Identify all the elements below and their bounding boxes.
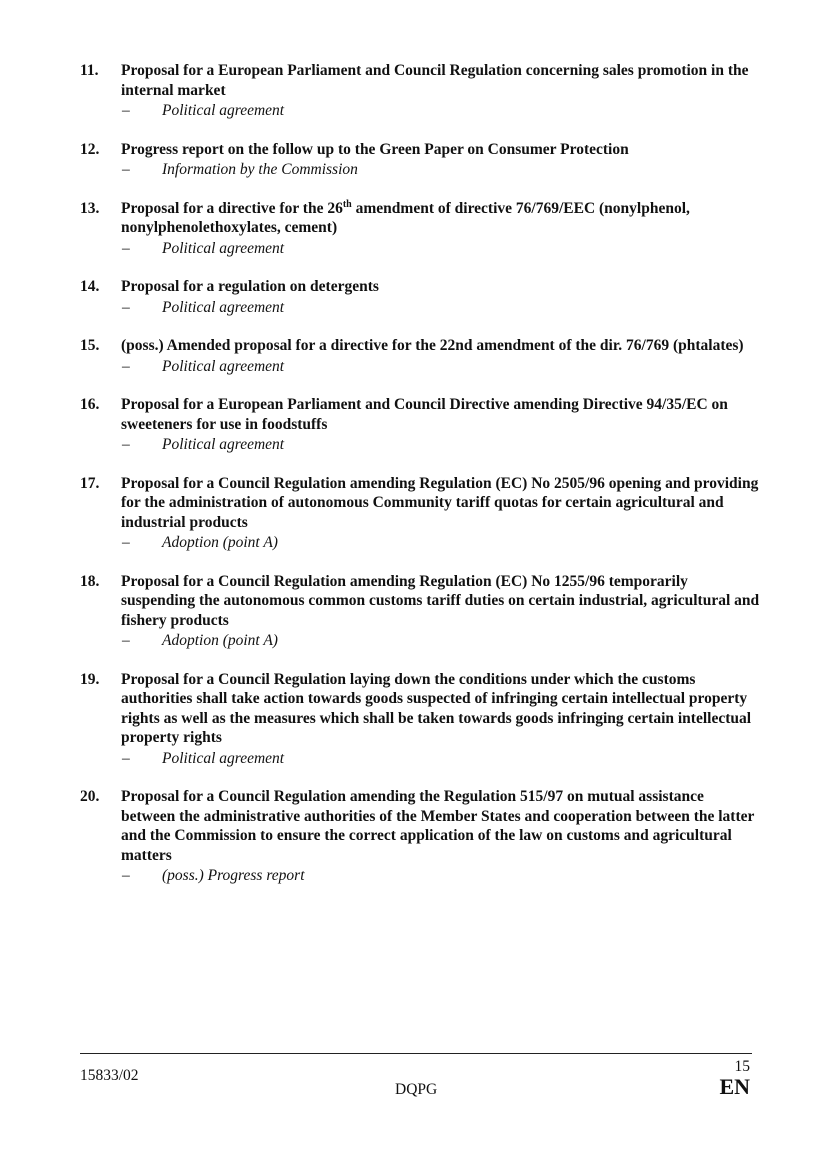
item-number: 20. [80,788,100,805]
dash-bullet: – [122,632,130,649]
agenda-item-12 [80,140,760,180]
item-number: 14. [80,278,100,295]
item-note-text: Adoption (point A) [162,632,278,649]
dash-bullet: – [122,534,130,551]
item-title: Proposal for a Council Regulation amending Regulation (EC) No 1255/96 temporarily suspending the autonomous common customs tariff duties on certain industrial, agricultural and fishery products [121,572,760,629]
item-note [121,239,760,259]
item-number: 17. [80,474,100,492]
item-title: Progress report on the follow up to the Green Paper on Consumer Protection [121,140,629,158]
dash-bullet: – [122,867,130,884]
dash-bullet: – [122,298,130,316]
dash-bullet: – [122,436,130,453]
item-title: Proposal for a Council Regulation laying down the conditions under which the customs authorities shall take action towards goods suspected of infringing certain intellectual property rights as well as the measures which shall be taken towards goods infringing certain intellectual property rights [121,670,752,746]
item-note [121,357,760,377]
item-note [121,160,760,180]
item-note-text: Political agreement [162,102,285,119]
item-note [121,298,760,318]
dash-bullet: – [122,239,130,257]
item-title: Proposal for a European Parliament and Council Regulation concerning sales promotion in the internal market [121,62,749,99]
item-note-text: Political agreement [162,357,285,375]
language-code: EN [719,1074,750,1099]
item-title [121,199,760,238]
page-number: 15 [734,1058,750,1075]
item-title: Proposal for a Council Regulation amending the Regulation 515/97 on mutual assistance between the administrative authorities of the Member States and cooperation between the latter and the Commission to ensure the correct application of the law on customs and agricultural matters [121,788,755,864]
footer-divider [80,1053,752,1054]
agenda-item-16 [80,395,760,455]
agenda-item-13 [80,199,760,259]
dash-bullet: – [122,161,130,178]
agenda-item-19 [80,670,760,769]
item-note-text: Political agreement [162,436,285,453]
item-note [121,435,760,455]
dash-bullet: – [122,357,130,375]
item-title: Proposal for a Council Regulation amending Regulation (EC) No 2505/96 opening and providing for the administration of autonomous Community tariff quotas for certain agricultural and industrial products [121,474,759,531]
agenda-item-14 [80,277,760,317]
item-number: 19. [80,670,100,688]
item-title-part: Proposal for a directive for the 26 [121,199,343,217]
item-note-text: Political agreement [162,239,285,257]
item-number: 16. [80,396,100,413]
agenda-item-11 [80,61,760,121]
item-number: 15. [80,337,100,354]
item-note [121,631,760,651]
agenda-item-20 [80,787,760,886]
item-number: 13. [80,199,100,217]
dash-bullet: – [122,102,130,119]
agenda-item-18 [80,572,760,651]
item-title: (poss.) Amended proposal for a directive for the 22nd amendment of the dir. 76/769 (phtalates) [121,337,744,354]
dash-bullet: – [122,749,130,767]
item-note-text: Political agreement [162,298,285,316]
item-note-text: (poss.) Progress report [162,867,305,884]
item-note [121,101,760,121]
item-note [121,749,760,769]
item-note-text: Adoption (point A) [162,534,278,551]
item-title: Proposal for a regulation on detergents [121,278,379,295]
agenda-list [80,61,760,905]
item-number: 18. [80,572,100,590]
agenda-item-17 [80,474,760,553]
item-number: 11. [80,62,99,79]
item-number: 12. [80,140,100,158]
agenda-item-15 [80,336,760,376]
item-title: Proposal for a European Parliament and Council Directive amending Directive 94/35/EC on sweeteners for use in foodstuffs [121,396,728,433]
item-note-text: Information by the Commission [162,161,358,178]
item-note [121,533,760,553]
item-note [121,866,760,886]
ordinal-suffix: th [342,198,352,210]
document-code: 15833/02 [80,1067,139,1084]
department-code: DQPG [395,1081,438,1098]
item-title-part: amendment of directive 76/769/EEC (nonylphenol, nonylphenolethoxylates, cement) [121,199,690,236]
item-note-text: Political agreement [162,749,285,767]
